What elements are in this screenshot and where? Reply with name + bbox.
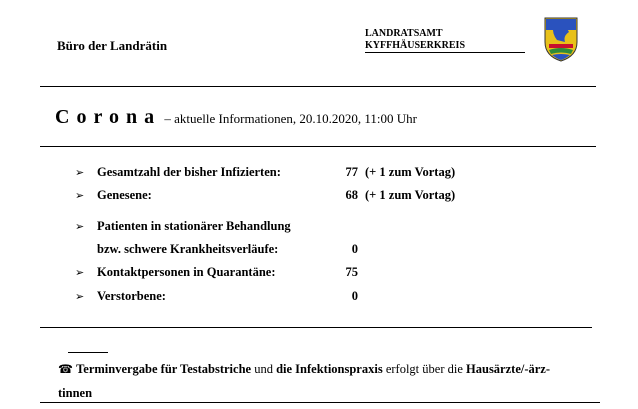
coat-of-arms-icon [543,16,579,62]
page-title [55,106,417,129]
footer-part-5: Hausärzte/-ärz- [466,362,551,376]
header-rule [40,86,596,87]
stats-rule [40,327,592,328]
contacts-label: Kontaktpersonen in Quarantäne: [97,265,276,279]
title-subtitle: – aktuelle Informationen, 20.10.2020, 11:00 Uhr [164,111,417,126]
authority-name [365,28,465,52]
authority-line-2: KYFFHÄUSERKREIS [365,40,466,51]
footer-note [58,362,550,377]
title-rule [40,146,596,147]
office-name: Büro der Landrätin [57,38,168,53]
footer-part-3: die Infektionspraxis [276,362,383,376]
bullet-icon: ➢ [75,290,85,303]
footer-part-1: Terminvergabe für Testabstriche [76,362,252,376]
infected-value: 77 [345,165,358,179]
bullet-icon: ➢ [75,220,85,233]
footer-part-2: und [251,362,277,376]
footer-continuation: tinnen [58,386,93,400]
bullet-icon: ➢ [75,266,85,279]
phone-icon: ☎ [58,362,73,376]
recovered-note: (+ 1 zum Vortag) [365,188,456,202]
deceased-value: 0 [351,289,358,303]
hospital-label-line-1: Patienten in stationärer Behandlung [97,219,291,233]
deceased-label: Verstorbene: [97,289,166,303]
bullet-icon: ➢ [75,189,85,202]
footnote-rule [68,352,108,353]
bullet-icon: ➢ [75,166,85,179]
recovered-label: Genesene: [97,188,152,202]
hospital-value: 0 [351,242,358,256]
infected-label: Gesamtzahl der bisher Infizierten: [97,165,281,179]
authority-underline [365,52,525,53]
contacts-value: 75 [345,265,358,279]
footer-rule [40,402,600,403]
footer-part-4: erfolgt über die [382,362,467,376]
infected-note: (+ 1 zum Vortag) [365,165,456,179]
recovered-value: 68 [345,188,358,202]
title-main: Corona [55,106,162,128]
hospital-label-line-2: bzw. schwere Krankheitsverläufe: [97,242,279,256]
authority-line-1: LANDRATSAMT [365,28,443,39]
